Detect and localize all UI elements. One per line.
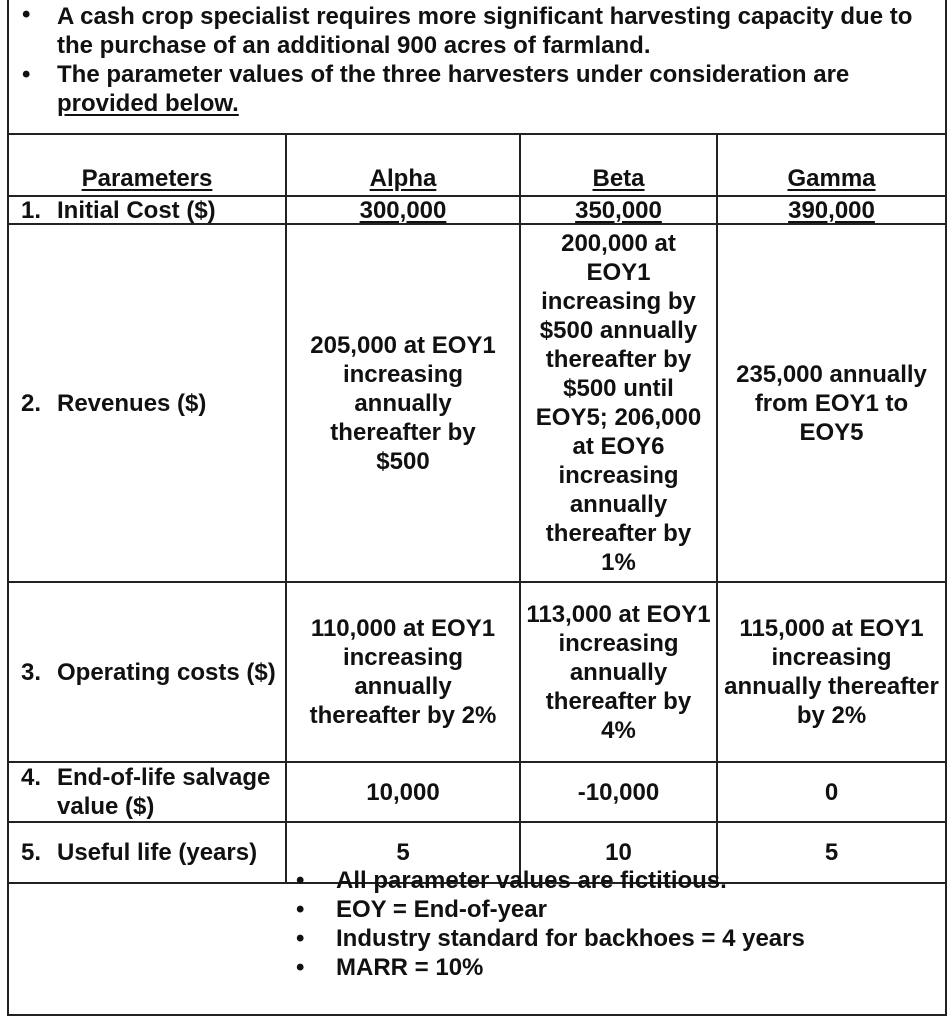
row-3-alpha: 110,000 at EOY1 increasing annually thereafter by 2% <box>309 615 497 729</box>
row-3-gamma: 115,000 at EOY1 increasing annually thereafter by 2% <box>724 615 939 729</box>
row-2-alpha: 205,000 at EOY1 increasing annually thereafter by $500 <box>310 331 496 475</box>
note-item: • All parameter values are fictitious. <box>296 867 727 894</box>
row-1-gamma: 390,000 <box>788 196 875 224</box>
header-beta: Beta <box>592 164 645 192</box>
row-5-alpha: 5 <box>396 839 410 866</box>
header-gamma: Gamma <box>787 164 876 192</box>
row-1-beta: 350,000 <box>575 196 662 224</box>
header-parameters: Parameters <box>81 164 213 192</box>
intro-bullet-2: • The parameter values of the three harvesters under consideration are provided below. <box>22 61 850 117</box>
document-frame <box>7 0 947 1016</box>
row-5-gamma: 5 <box>824 839 839 866</box>
row-4-beta: -10,000 <box>577 778 660 806</box>
row-1-alpha: 300,000 <box>359 196 447 224</box>
row-2-label: 2. Revenues ($) <box>21 389 207 417</box>
row-2-gamma: 235,000 annually from EOY1 to EOY5 <box>736 360 927 446</box>
header-alpha: Alpha <box>369 164 437 192</box>
row-5-beta: 10 <box>605 839 632 866</box>
row-3-label: 3. Operating costs ($) <box>21 658 276 686</box>
row-4-label: 4. End-of-life salvage value ($) <box>21 764 271 820</box>
row-5-label: 5. Useful life (years) <box>21 839 258 866</box>
note-item: • Industry standard for backhoes = 4 years <box>296 925 805 952</box>
notes-list <box>292 866 805 982</box>
row-1-label: 1. Initial Cost ($) <box>21 196 216 224</box>
row-4-gamma: 0 <box>824 778 839 806</box>
row-3-beta: 113,000 at EOY1 increasing annually thereafter by 4% <box>526 600 711 744</box>
note-item: • MARR = 10% <box>296 954 484 981</box>
row-2-beta: 200,000 at EOY1 increasing by $500 annually thereafter by $500 until EOY5; 206,000 at EOY6 increasing annually thereafter by 1% <box>535 230 702 576</box>
note-item: • EOY = End-of-year <box>296 896 547 923</box>
intro-section <box>9 0 945 135</box>
intro-bullet-1: • A cash crop specialist requires more significant harvesting capacity due to the purchase of an additional 900 acres of farmland. <box>22 1 913 59</box>
row-4-alpha: 10,000 <box>366 778 440 806</box>
